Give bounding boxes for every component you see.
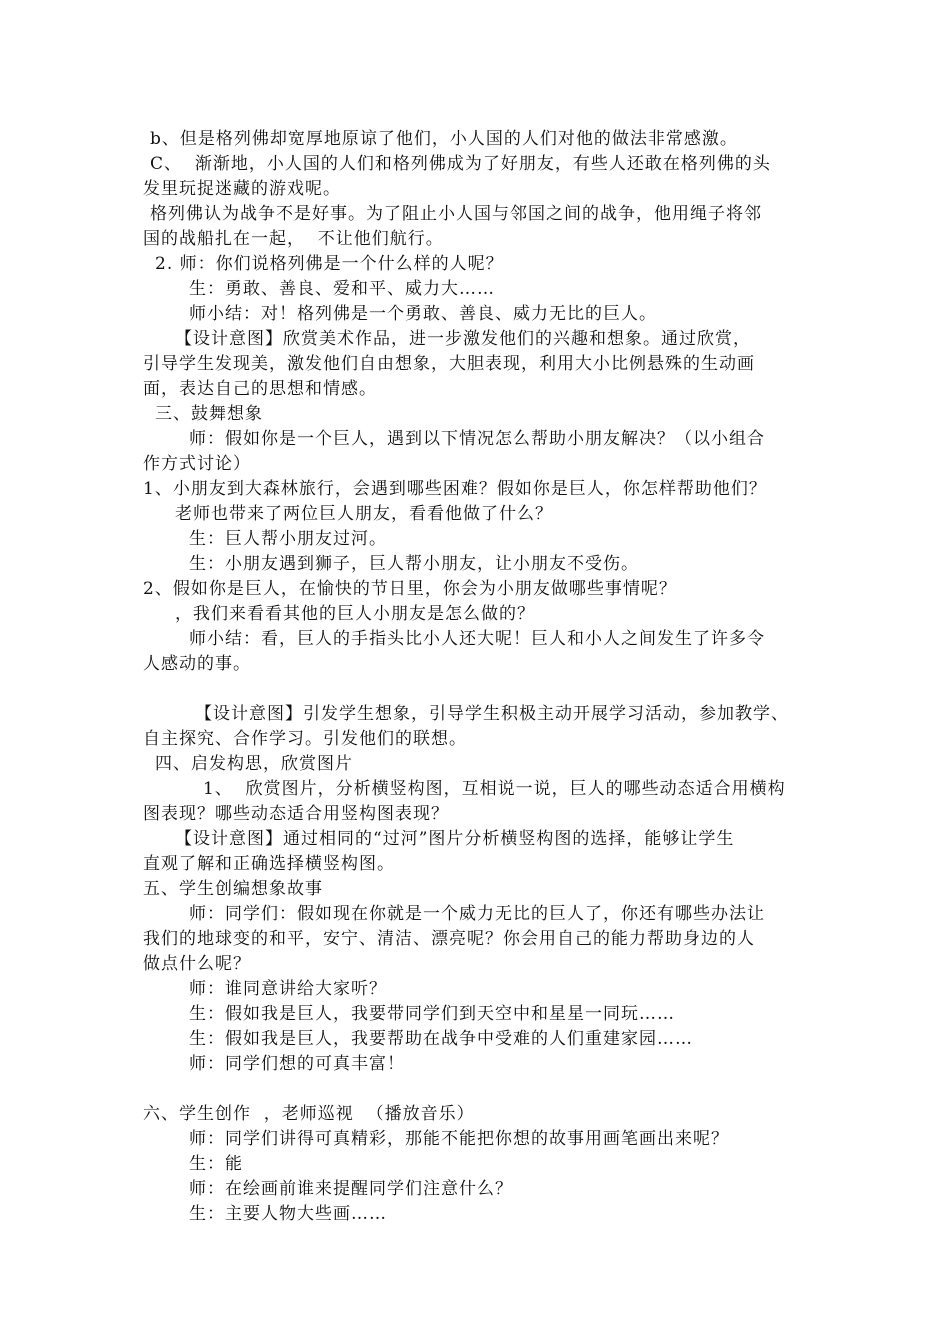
text-line: 做点什么呢？ [143,954,251,974]
text-line: 2. 师：你们说格列佛是一个什么样的人呢？ [155,254,504,274]
text-line: 生：小朋友遇到狮子，巨人帮小朋友，让小朋友不受伤。 [189,554,639,574]
text-line: 1、小朋友到大森林旅行，会遇到哪些困难？假如你是巨人，你怎样帮助他们？ [143,479,767,499]
text-line: 2、假如你是巨人，在愉快的节日里，你会为小朋友做哪些事情呢？ [143,579,677,599]
text-line: 国的战船扎在一起， 不让他们航行。 [143,229,444,249]
text-line: 作方式讨论） [143,454,251,474]
text-line: 生：主要人物大些画…… [189,1204,387,1224]
text-line: 生：假如我是巨人，我要带同学们到天空中和星星一同玩…… [189,1004,675,1024]
text-line: 师：在绘画前谁来提醒同学们注意什么？ [189,1179,513,1199]
text-line: C、 渐渐地，小人国的人们和格列佛成为了好朋友，有些人还敢在格列佛的头 [150,154,771,174]
text-line: 直观了解和正确选择横竖构图。 [143,854,395,874]
text-line: b、但是格列佛却宽厚地原谅了他们，小人国的人们对他的做法非常感激。 [150,129,738,149]
text-line: 师小结：看，巨人的手指头比小人还大呢！巨人和小人之间发生了许多令 [189,629,765,649]
text-line: 面，表达自己的思想和情感。 [143,379,377,399]
text-line: 师小结：对！格列佛是一个勇敢、善良、威力无比的巨人。 [189,304,657,324]
text-line: 生：假如我是巨人，我要帮助在战争中受难的人们重建家园…… [189,1029,693,1049]
text-line: 发里玩捉迷藏的游戏呢。 [143,179,341,199]
design-intent-line: 【设计意图】欣赏美术作品，进一步激发他们的兴趣和想象。通过欣赏， [175,329,751,349]
section-heading: 三、鼓舞想象 [155,404,263,424]
text-line: 我们的地球变的和平，安宁、清洁、漂亮呢？你会用自己的能力帮助身边的人 [143,929,755,949]
section-heading: 五、学生创编想象故事 [143,879,323,899]
section-heading: 四、启发构思，欣赏图片 [155,754,353,774]
text-line: 1、 欣赏图片，分析横竖构图，互相说一说，巨人的哪些动态适合用横构 [203,779,786,799]
design-intent-line: 【设计意图】通过相同的“过河”图片分析横竖构图的选择，能够让学生 [175,829,735,849]
text-line: 生：勇敢、善良、爱和平、威力大…… [189,279,495,299]
text-line: 师：同学们想的可真丰富！ [189,1054,405,1074]
text-line: 老师也带来了两位巨人朋友，看看他做了什么？ [175,504,553,524]
text-line: 人感动的事。 [143,654,251,674]
text-line: 师：假如你是一个巨人，遇到以下情况怎么帮助小朋友解决？（以小组合 [189,429,765,449]
text-line: 师：同学们：假如现在你就是一个威力无比的巨人了，你还有哪些办法让 [189,904,765,924]
text-line: 格列佛认为战争不是好事。为了阻止小人国与邻国之间的战争，他用绳子将邻 [150,204,762,224]
text-line: 生：能 [189,1154,243,1174]
text-line: 引导学生发现美，激发他们自由想象，大胆表现，利用大小比例悬殊的生动画 [143,354,755,374]
text-line: ，我们来看看其他的巨人小朋友是怎么做的？ [175,604,535,624]
text-line: 师：同学们讲得可真精彩，那能不能把你想的故事用画笔画出来呢？ [189,1129,729,1149]
text-line: 生：巨人帮小朋友过河。 [189,529,387,549]
text-line: 图表现？哪些动态适合用竖构图表现？ [143,804,449,824]
text-line: 师：谁同意讲给大家听？ [189,979,387,999]
text-line: 自主探究、合作学习。引发他们的联想。 [143,729,467,749]
design-intent-line: 【设计意图】引发学生想象，引导学生积极主动开展学习活动，参加教学、 [195,704,789,724]
section-heading: 六、学生创作 ，老师巡视 （播放音乐） [143,1104,475,1124]
